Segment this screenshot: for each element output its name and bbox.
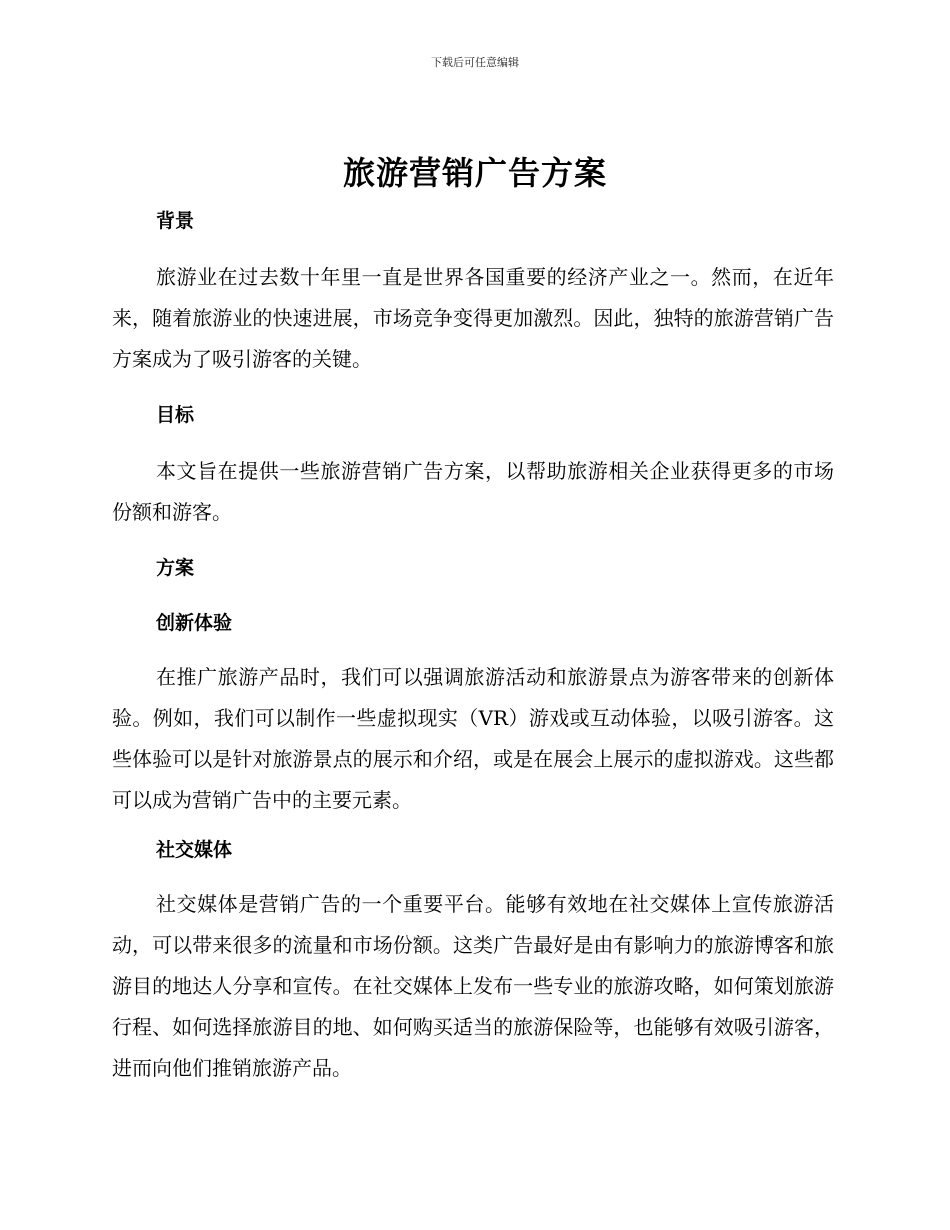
section-paragraph: 在推广旅游产品时，我们可以强调旅游活动和旅游景点为游客带来的创新体验。例如，我们可以制作一些虚拟现实（VR）游戏或互动体验，以吸引游客。这些体验可以是针对旅游景点的展示和介绍，或是在展会上展示的虚拟游戏。这些都可以成为营销广告中的主要元素。 bbox=[112, 665, 834, 812]
section-social-media bbox=[112, 831, 834, 1089]
section-heading: 目标 bbox=[156, 404, 195, 426]
section-paragraph: 社交媒体是营销广告的一个重要平台。能够有效地在社交媒体上宣传旅游活动，可以带来很多的流量和市场份额。这类广告最好是由有影响力的旅游博客和旅游目的地达人分享和宣传。在社交媒体上发布一些专业的旅游攻略，如何策划旅游行程、如何选择旅游目的地、如何购买适当的旅游保险等，也能够有效吸引游客，进而向他们推销旅游产品。 bbox=[112, 892, 834, 1080]
section-paragraph: 本文旨在提供一些旅游营销广告方案，以帮助旅游相关企业获得更多的市场份额和游客。 bbox=[112, 459, 834, 524]
section-plan bbox=[112, 549, 834, 587]
document-title: 旅游营销广告方案 bbox=[342, 154, 607, 192]
section-background bbox=[112, 202, 834, 380]
section-heading: 创新体验 bbox=[156, 612, 233, 634]
section-paragraph: 旅游业在过去数十年里一直是世界各国重要的经济产业之一。然而，在近年来，随着旅游业的快速进展，市场竞争变得更加激烈。因此，独特的旅游营销广告方案成为了吸引游客的关键。 bbox=[112, 265, 834, 371]
page-header-note: 下载后可任意编辑 bbox=[431, 56, 519, 69]
section-heading: 背景 bbox=[156, 210, 195, 232]
section-heading: 方案 bbox=[156, 557, 195, 579]
document-body bbox=[112, 202, 834, 1089]
section-heading: 社交媒体 bbox=[156, 839, 233, 861]
section-innovative-experience bbox=[112, 604, 834, 821]
section-goal bbox=[112, 396, 834, 533]
